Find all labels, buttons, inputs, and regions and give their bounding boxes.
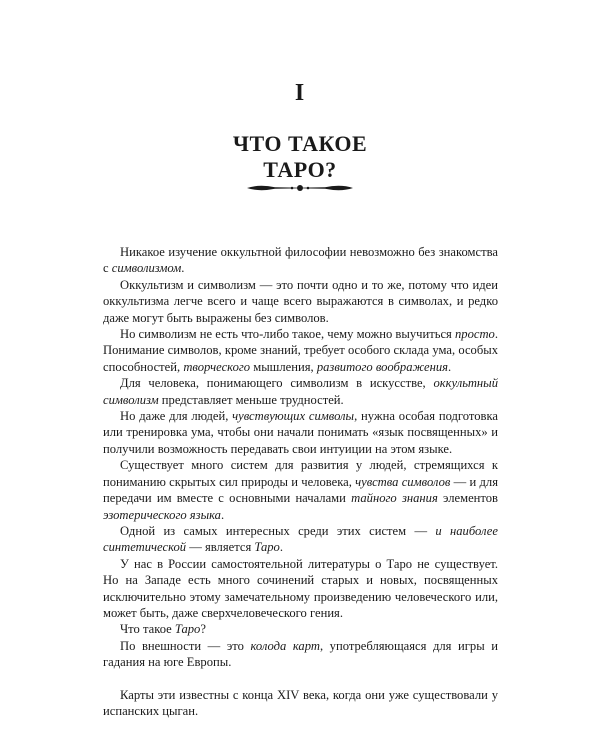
paragraph (103, 457, 498, 523)
paragraph-italic-text: эзотерического языка (103, 507, 221, 522)
paragraph-text: . (220, 507, 225, 522)
paragraph-italic-text: чувствующих символы (232, 409, 355, 424)
paragraph (103, 326, 498, 375)
paragraph-text: Но даже для людей, (120, 409, 233, 424)
chapter-title-line-2: ТАРО? (263, 157, 337, 182)
paragraph-text: — и для передачи им вместе с основными началами (103, 474, 499, 506)
paragraph-italic-text: колода карт (250, 638, 320, 653)
decorative-divider-icon (245, 181, 355, 195)
paragraph-text: ? (200, 622, 206, 637)
paragraph-text: . (448, 359, 452, 374)
paragraph-text: . (279, 540, 284, 555)
paragraph-italic-text: развитого воображения (316, 359, 449, 374)
paragraph (103, 277, 498, 326)
paragraph (103, 556, 498, 622)
paragraph (103, 687, 498, 720)
paragraph (103, 408, 498, 457)
paragraph-text: мышления, (250, 359, 317, 374)
paragraph (103, 375, 498, 408)
paragraph (103, 244, 498, 277)
body-text (103, 244, 498, 720)
paragraph-text: . (181, 261, 185, 276)
paragraph-italic-text: оккультный символизм (103, 376, 498, 407)
paragraph-italic-text: чувства символов (355, 474, 451, 489)
chapter-number: I (294, 80, 306, 106)
paragraph-text: Никакое изучение оккультной философии невозможно без знакомства с (103, 245, 498, 276)
paragraph (103, 638, 498, 671)
paragraph-italic-text: тайного знания (351, 491, 438, 506)
paragraph-text: Карты эти известны с конца XIV века, когда они уже существовали у испанских цыган. (103, 687, 498, 719)
chapter-title-line-1: ЧТО ТАКОЕ (232, 131, 368, 156)
paragraph-italic-text: Таро (254, 540, 280, 555)
paragraph-text: элементов (437, 491, 498, 506)
paragraph-text: Для человека, понимающего символизм в искусстве, (120, 376, 434, 391)
paragraph-text: Одной из самых интересных среди этих систем — (120, 523, 436, 538)
chapter-title (0, 131, 600, 183)
paragraph-text: Что такое (120, 622, 175, 637)
paragraph (103, 523, 498, 556)
paragraph-text: . Понимание символов, кроме знаний, требует особого склада ума, особых способностей, (103, 327, 499, 374)
paragraph-text: , нужна особая подготовка или тренировка ума, чтобы они начали понимать «язык посвященных» и получили возможность передавать свои интуиции на этом языке. (103, 409, 498, 456)
paragraph-italic-text: и наиболее синтетической (103, 523, 498, 555)
paragraph (103, 621, 498, 637)
paragraph-italic-text: символизмом (111, 261, 182, 276)
paragraph-text: , употребляющаяся для игры и гадания на юге Европы. (103, 638, 498, 670)
paragraph-text: По внешности — это (120, 638, 251, 653)
paragraph-text: Но символизм не есть что-либо такое, чему можно выучиться (120, 327, 455, 342)
paragraph-italic-text: творческого (183, 359, 251, 374)
paragraph-text: Существует много систем для развития у людей, стремящихся к пониманию скрытых сил природы и человека, (103, 458, 498, 489)
paragraph-italic-text: Таро (174, 622, 201, 637)
paragraph-text: — является (186, 540, 255, 555)
paragraph-italic-text: просто (454, 327, 495, 342)
paragraph-text: представляет меньше трудностей. (158, 392, 344, 407)
paragraph-text: У нас в России самостоятельной литературы о Таро не существует. Но на Западе есть много сочинений старых и новых, посвященных исключительно этому замечательному произведению человеческого или, может быть, даже сверхчеловеческого гения. (103, 556, 498, 620)
paragraph-text: Оккультизм и символизм — это почти одно и то же, потому что идеи оккультизма легче всего и чаще всего выражаются в символах, и редко даже могут быть выражены без символов. (103, 277, 498, 325)
